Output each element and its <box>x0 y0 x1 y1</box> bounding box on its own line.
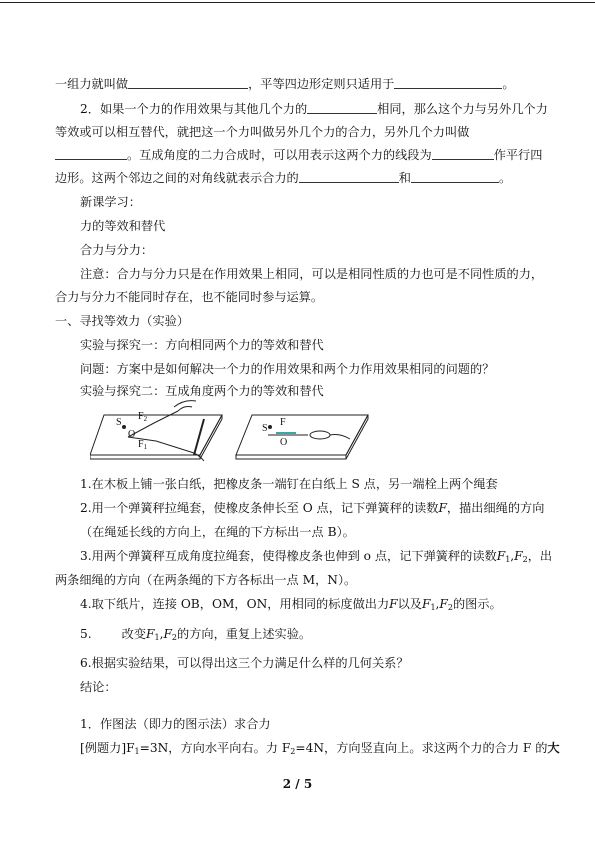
heading-experiment: 一、寻找等效力（实验） <box>55 314 190 328</box>
label-o-right: O <box>280 437 288 448</box>
text: 3.用两个弹簧秤互成角度拉绳套，使得橡皮条也伸到 o 点，记下弹簧秤的读数 <box>80 549 497 563</box>
question: 问题：方案中是如何解决一个力的作用效果和两个力作用效果相同的问题的？ <box>80 362 495 376</box>
label-f1: $F_1$ <box>138 439 148 451</box>
text: 改变 <box>121 627 147 641</box>
label-s-left: S <box>116 417 122 428</box>
left-scale-hook <box>174 401 196 407</box>
page-number: 2 / 5 <box>282 777 313 791</box>
right-spring-scale <box>310 431 330 439</box>
symbol-f1: F <box>421 597 431 611</box>
subscript: 1 <box>430 603 436 612</box>
paragraph-2-line-4 <box>55 170 511 186</box>
text: ，出 <box>527 549 553 563</box>
text: 4.取下纸片，连接 OB，OM，ON，用相同的标度做出力 <box>80 597 390 611</box>
symbol-f2: F <box>163 627 172 641</box>
text: 边形。这两个邻边之间的对角线就表示合力的 <box>55 171 299 185</box>
text: 和 <box>398 171 411 185</box>
step-3-line-1 <box>80 548 552 568</box>
left-board <box>90 415 222 455</box>
text: =3N，方向水平向右。力 F <box>139 741 291 755</box>
text: 。 <box>498 171 512 185</box>
right-board-side <box>346 415 368 459</box>
label-f-right: F <box>280 417 286 428</box>
symbol-f1: F <box>146 627 155 641</box>
left-board-edge <box>90 455 200 459</box>
text: , <box>159 627 164 641</box>
subscript: 1 <box>134 747 140 756</box>
fill-blank <box>394 77 502 89</box>
subscript: 2 <box>171 633 178 642</box>
step-4 <box>80 596 502 616</box>
fill-blank <box>55 148 127 160</box>
symbol-f: F <box>438 501 447 515</box>
subscript: 2 <box>290 747 296 756</box>
symbol-f2: F <box>439 597 448 611</box>
text: =4N，方向竖直向上。求这两个力的合力 F 的 <box>295 741 548 755</box>
step-5 <box>80 626 311 646</box>
text: , <box>435 597 440 611</box>
subscript: 1 <box>505 555 511 564</box>
text: ，描出细绳的方向 <box>446 501 545 515</box>
symbol-f2: F <box>514 549 523 563</box>
experiment-diagram <box>90 397 370 469</box>
label-f2: $F_2$ <box>138 411 148 423</box>
fill-blank <box>432 148 494 160</box>
fill-blank <box>411 171 499 183</box>
text: 作平行四 <box>493 148 543 162</box>
topic-resultant: 合力与分力： <box>80 243 154 257</box>
example-problem <box>80 740 560 760</box>
label-s-right: S <box>262 423 268 434</box>
subscript: 2 <box>522 555 528 564</box>
paragraph-2-line-3 <box>55 147 542 163</box>
step-6: 6.根据实验结果，可以得出这三个力满足什么样的几何关系？ <box>80 656 409 670</box>
step-1: 1.在木板上铺一张白纸，把橡皮条一端钉在白纸上 S 点，另一端栓上两个绳套 <box>80 477 498 491</box>
topic-equivalence: 力的等效和替代 <box>80 219 166 233</box>
paragraph-1-line <box>55 76 515 92</box>
text: 2.用一个弹簧秤拉绳套，使橡皮条伸长至 O 点，记下弹簧秤的读数 <box>80 501 439 515</box>
text: , <box>510 549 515 563</box>
text: ，平等四边形定则只适用于 <box>248 77 395 91</box>
conclusion: 结论： <box>80 680 117 694</box>
left-point-s <box>122 425 126 429</box>
text: 相同，那么这个力与另外几个力 <box>377 102 548 116</box>
text: 的方向，重复上述实验。 <box>177 627 312 641</box>
label-o-left: O <box>128 429 136 440</box>
experiment-2: 实验与探究二：互成角度两个力的等效和替代 <box>80 384 324 398</box>
section-new-lesson: 新课学习： <box>80 195 141 209</box>
symbol-f: F <box>389 597 398 611</box>
text: [例题力]F <box>80 741 135 755</box>
text: 等效或可以相互替代，就把这一个力叫做另外几个力的合力，另外几个力叫做 <box>55 125 470 139</box>
note-line-1: 注意：合力与分力只是在作用效果上相同，可以是相同性质的力也可是不同性质的力， <box>80 267 544 281</box>
text: 以及 <box>397 597 422 611</box>
subscript: 2 <box>447 603 453 612</box>
text: 。 <box>502 77 515 91</box>
experiment-1: 实验与探究一：方向相同两个力的等效和替代 <box>80 338 324 352</box>
text: 一组力就叫做 <box>55 77 129 91</box>
right-point-s <box>268 425 272 429</box>
fill-blank <box>128 77 248 89</box>
subscript: 1 <box>154 633 160 642</box>
paragraph-2-line-2 <box>55 124 469 140</box>
text: 。互成角度的二力合成时，可以用表示这两个力的线段为 <box>127 148 432 162</box>
step-3-line-2: 两条细绳的方向（在两条绳的下方各标出一点 M，N）。 <box>55 573 357 587</box>
text: 的图示。 <box>452 597 502 611</box>
text: 2．如果一个力的作用效果与其他几个力的 <box>80 102 308 116</box>
step-2-line-1 <box>80 500 544 516</box>
method-title: 1．作图法（即力的图示法）求合力 <box>80 717 271 731</box>
right-scale-hook <box>330 435 350 440</box>
fill-blank <box>299 171 399 183</box>
paragraph-2-line-1 <box>80 101 548 117</box>
bold-text: 大 <box>547 741 560 755</box>
note-line-2: 合力与分力不能同时存在，也不能同时参与运算。 <box>55 290 324 304</box>
symbol-f1: F <box>496 549 506 563</box>
fill-blank <box>307 102 377 114</box>
step-2-line-2: （在绳延长线的方向上，在绳的下方标出一点 B）。 <box>80 525 355 539</box>
text: 5. <box>80 627 92 641</box>
right-board-edge <box>236 455 346 459</box>
